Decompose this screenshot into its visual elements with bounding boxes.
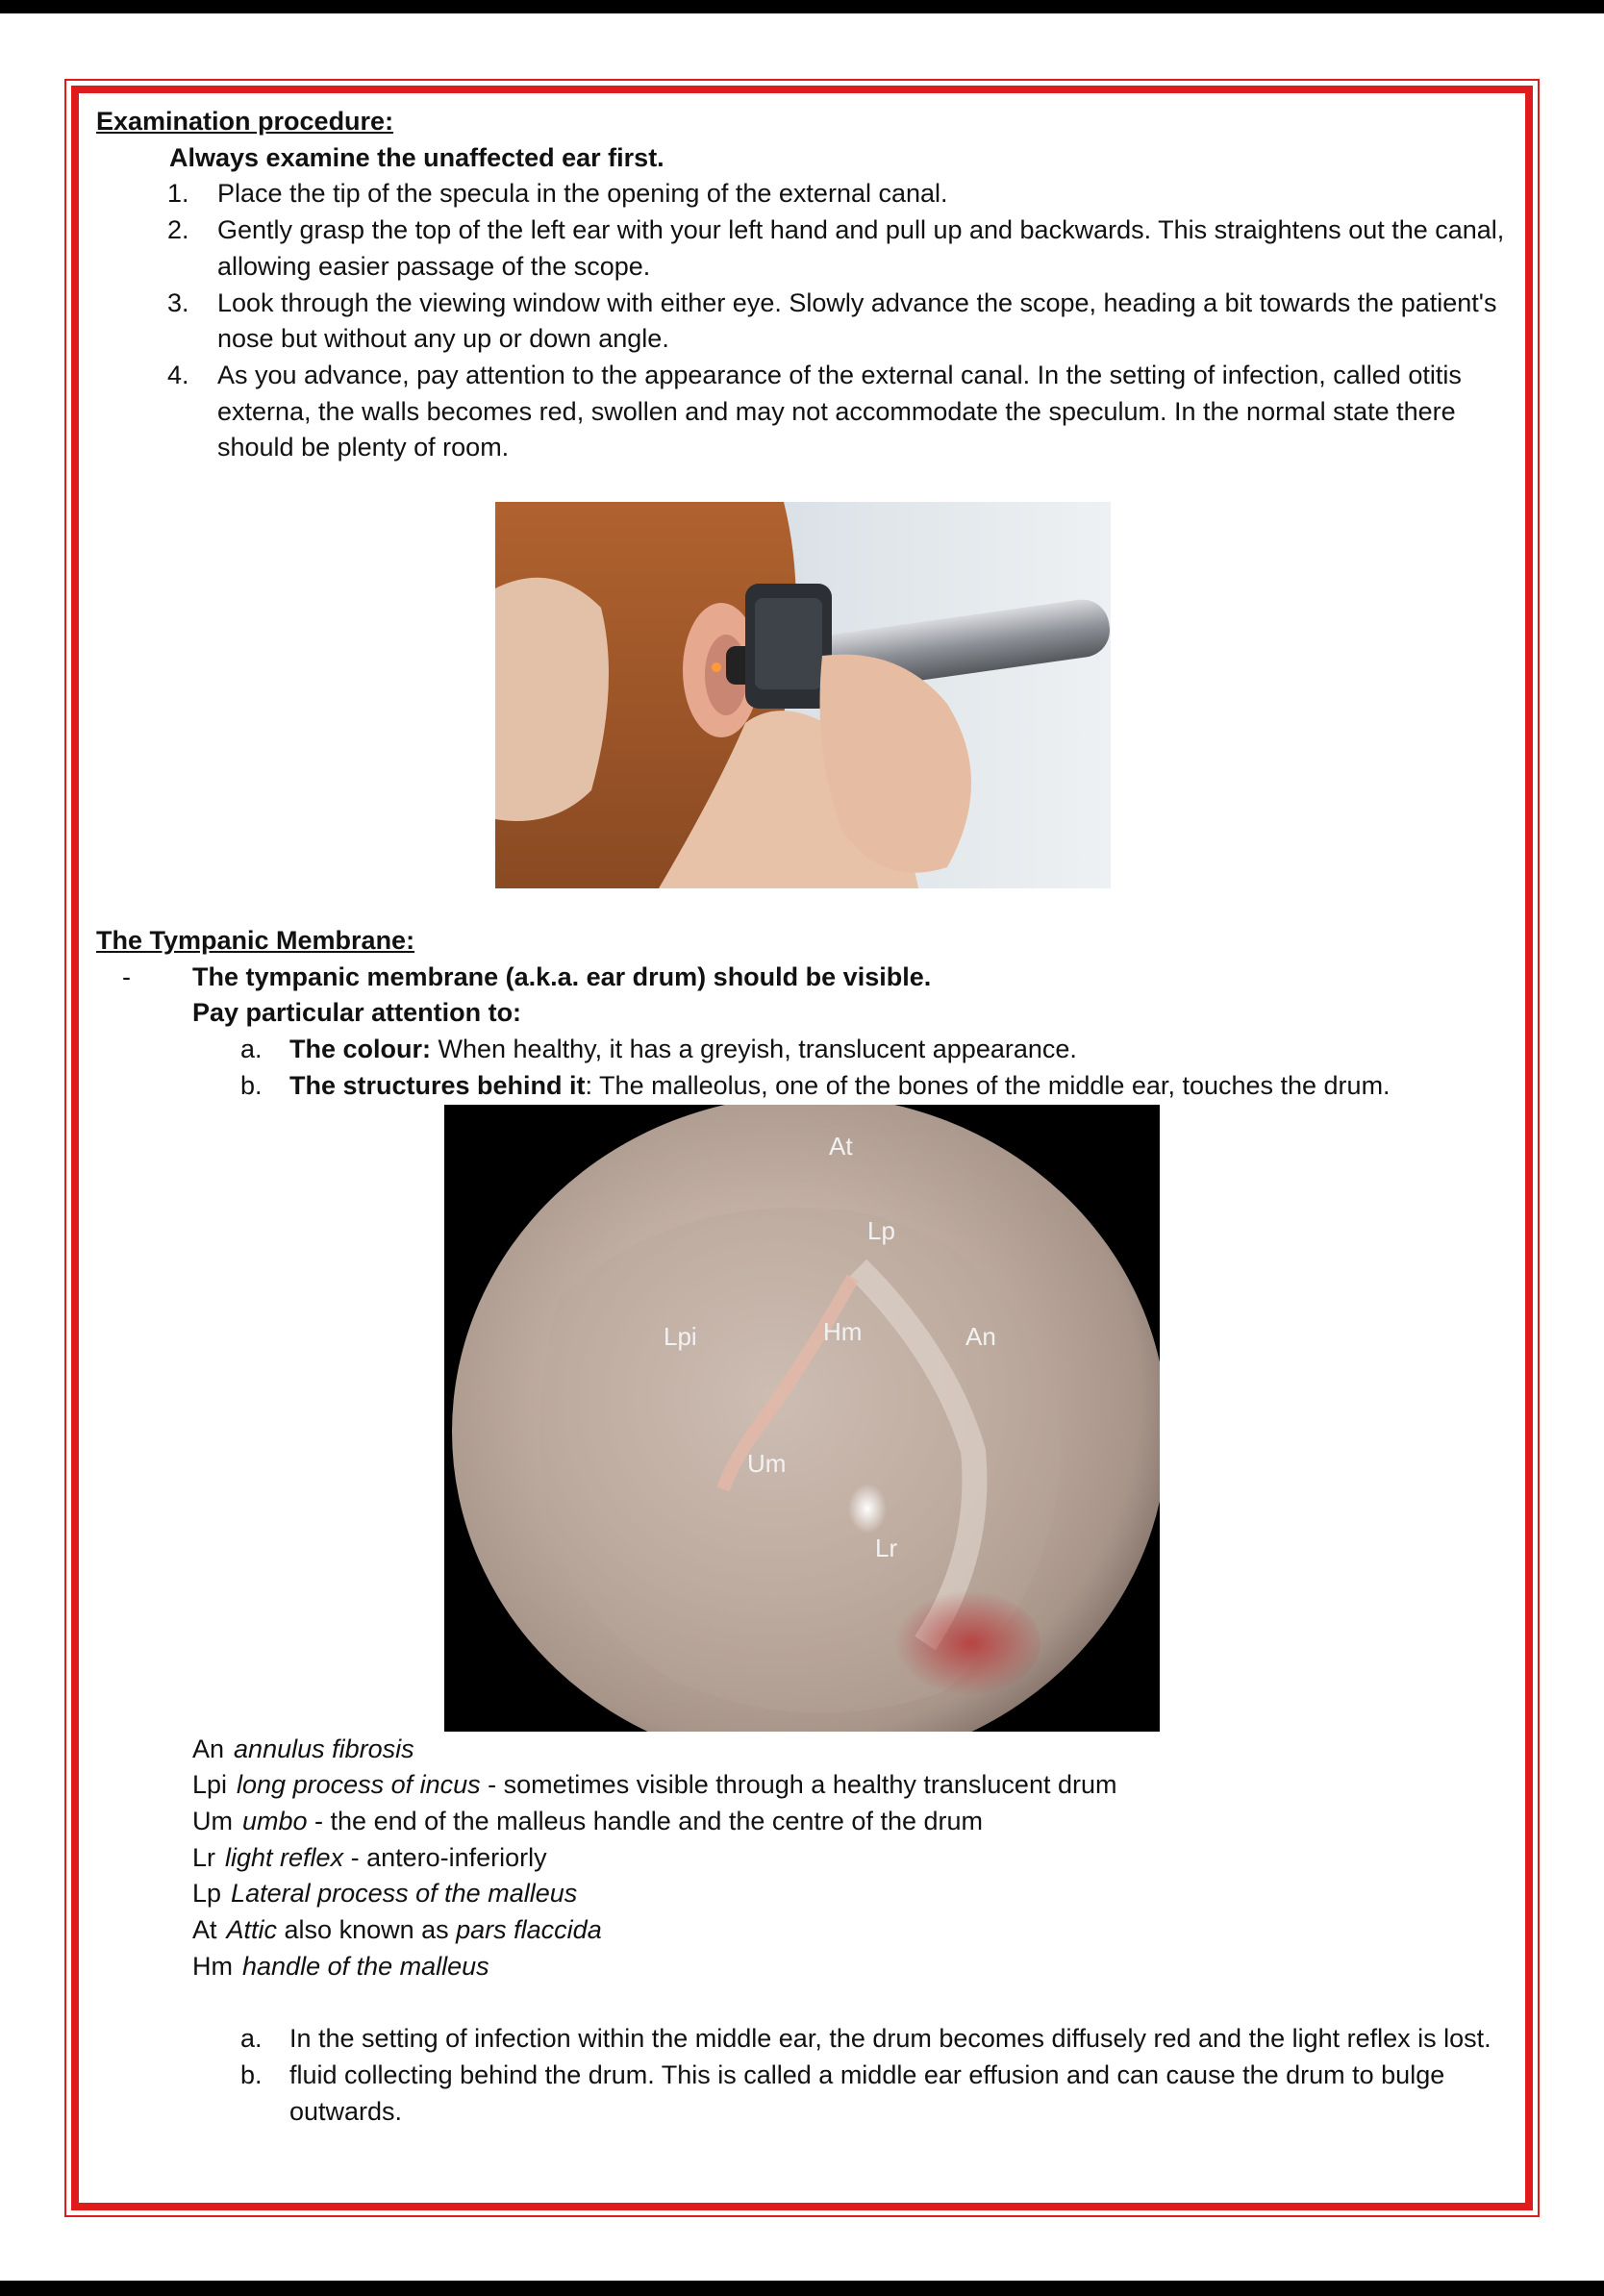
bottom-black-bar <box>0 2281 1604 2296</box>
exam-step <box>96 286 1510 358</box>
step-text: Gently grasp the top of the left ear with your left hand and pull up and backwards. This straightens out the canal, allowing easier passage of the scope. <box>217 215 1505 281</box>
attention-point <box>96 1068 1510 1105</box>
point-letter: a. <box>240 1035 263 1064</box>
label-lr: Lr <box>875 1533 898 1562</box>
legend-term: annulus fibrosis <box>234 1734 414 1763</box>
legend-item <box>192 1840 1510 1877</box>
legend-item <box>192 1732 1510 1768</box>
point-bold: The structures behind it <box>289 1070 586 1100</box>
step-text: As you advance, pay attention to the appearance of the external canal. In the setting of infection, called otitis externa, the walls becomes red, swollen and may not accommodate the speculum. In the normal state there should be plenty of room. <box>217 360 1462 462</box>
findings-list <box>96 2021 1510 2130</box>
step-text: Place the tip of the specula in the opening of the external canal. <box>217 179 948 209</box>
dash-bullet: - <box>122 961 131 991</box>
legend-rest: - antero-inferiorly <box>343 1842 547 1872</box>
finding-letter: b. <box>240 2059 263 2089</box>
tympanic-visible-line <box>96 960 1510 996</box>
label-hm: Hm <box>823 1316 863 1346</box>
otoscope-exam-photo <box>495 502 1111 888</box>
legend-term: umbo <box>242 1806 308 1835</box>
legend-abbr: An <box>192 1734 225 1763</box>
exam-step <box>96 358 1510 466</box>
legend-term: long process of incus <box>237 1770 481 1800</box>
step-number: 1. <box>167 179 189 209</box>
label-lpi: Lpi <box>664 1321 697 1351</box>
attention-line <box>96 995 1510 1032</box>
label-lp: Lp <box>867 1215 895 1245</box>
legend-term: Lateral process of the malleus <box>231 1879 578 1909</box>
legend-abbr: Hm <box>192 1951 233 1981</box>
point-text: : The malleolus, one of the bones of the middle ear, touches the drum. <box>585 1070 1391 1100</box>
legend-rest: also known as <box>277 1915 457 1945</box>
point-letter: b. <box>240 1070 263 1100</box>
tympanic-visible-text: The tympanic membrane (a.k.a. ear drum) should be visible. <box>192 961 932 991</box>
finding-item <box>96 2058 1510 2130</box>
top-black-bar <box>0 0 1604 13</box>
legend-abbr: Lp <box>192 1879 222 1909</box>
finding-text: In the setting of infection within the middle ear, the drum becomes diffusely red and the light reflex is lost. <box>289 2024 1491 2054</box>
legend-item <box>192 1804 1510 1840</box>
exam-intro: Always examine the unaffected ear first. <box>169 142 664 172</box>
legend-rest: - the end of the malleus handle and the centre of the drum <box>307 1806 983 1835</box>
legend-item <box>192 1876 1510 1912</box>
structure-legend <box>192 1732 1510 1985</box>
legend-term: handle of the malleus <box>242 1951 489 1981</box>
step-text: Look through the viewing window with either eye. Slowly advance the scope, heading a bit towards the patient's nose but without any up or down angle. <box>217 287 1497 354</box>
legend-item <box>192 1767 1510 1804</box>
tympanic-membrane-title: The Tympanic Membrane: <box>96 926 415 956</box>
finding-item <box>96 2021 1510 2058</box>
label-an: An <box>965 1321 996 1351</box>
exam-procedure-title: Examination procedure: <box>96 107 394 136</box>
legend-item <box>192 1912 1510 1949</box>
legend-term: Attic <box>226 1915 278 1945</box>
step-number: 4. <box>167 360 189 389</box>
legend-term: light reflex <box>225 1842 344 1872</box>
exam-step <box>96 176 1510 212</box>
step-number: 2. <box>167 215 189 245</box>
legend-term-2: pars flaccida <box>456 1915 602 1945</box>
point-bold: The colour: <box>289 1035 431 1064</box>
legend-abbr: Lr <box>192 1842 216 1872</box>
document-content <box>96 104 1510 2130</box>
exam-steps-list <box>96 176 1510 466</box>
legend-rest: - sometimes visible through a healthy translucent drum <box>480 1770 1117 1800</box>
legend-item <box>192 1949 1510 1985</box>
legend-abbr: Lpi <box>192 1770 228 1800</box>
step-number: 3. <box>167 287 189 317</box>
tympanic-membrane-image <box>444 1105 1160 1732</box>
label-at: At <box>829 1131 853 1160</box>
finding-text: fluid collecting behind the drum. This is called a middle ear effusion and can cause the drum to bulge outwards. <box>289 2059 1445 2126</box>
point-text: When healthy, it has a greyish, translucent appearance. <box>431 1035 1077 1064</box>
label-um: Um <box>747 1448 787 1478</box>
attention-text: Pay particular attention to: <box>192 998 522 1028</box>
attention-points-list <box>96 1032 1510 1104</box>
attention-point <box>96 1032 1510 1068</box>
finding-letter: a. <box>240 2024 263 2054</box>
legend-abbr: At <box>192 1915 217 1945</box>
spacer <box>96 1984 1510 2021</box>
legend-abbr: Um <box>192 1806 233 1835</box>
exam-step <box>96 212 1510 285</box>
